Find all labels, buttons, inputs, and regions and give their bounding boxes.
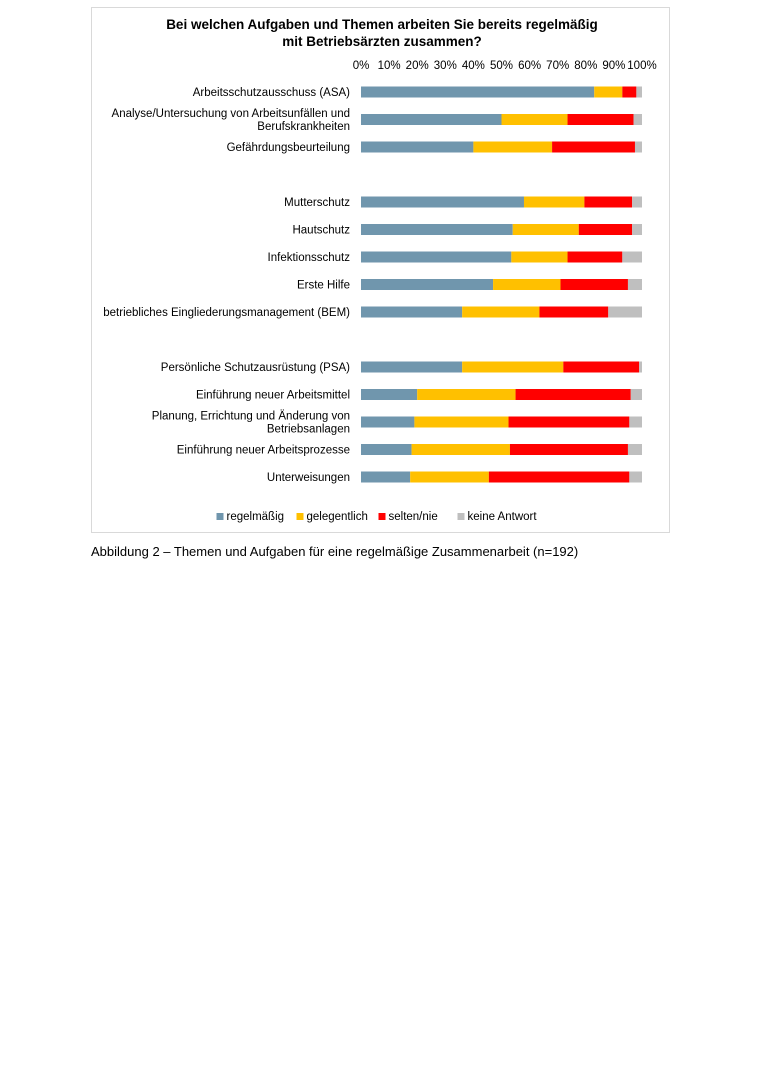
bar-segment-2	[511, 252, 567, 263]
legend-label: gelegentlich	[306, 511, 368, 523]
bar-segment-1	[361, 472, 410, 483]
x-tick-label: 100%	[627, 60, 657, 72]
bar-segment-1	[361, 362, 462, 373]
category-label: betriebliches Eingliederungsmanagement (BEM)	[103, 307, 350, 319]
x-tick-label: 80%	[574, 60, 598, 72]
category-label: Betriebsanlagen	[266, 423, 350, 436]
legend-swatch	[217, 513, 224, 520]
legend-swatch	[297, 513, 304, 520]
category-label: Erste Hilfe	[296, 279, 350, 292]
x-axis-ticks	[353, 60, 657, 72]
bar-segment-1	[361, 114, 502, 125]
bar-segment-1	[361, 197, 524, 208]
category-label: Analyse/Untersuchung von Arbeitsunfällen und	[111, 108, 350, 120]
bar-segment-4	[628, 279, 642, 290]
legend-label: selten/nie	[388, 511, 438, 523]
x-tick-label: 20%	[405, 60, 429, 72]
bar-segment-2	[513, 224, 579, 235]
x-tick-label: 90%	[602, 60, 626, 72]
bar-segment-3	[568, 252, 623, 263]
bar-segment-4	[634, 114, 642, 125]
bar-segment-2	[524, 197, 584, 208]
bar-segment-4	[629, 417, 642, 428]
bar-segment-4	[632, 224, 642, 235]
bar-segment-1	[361, 389, 417, 400]
bar-segment-1	[361, 224, 513, 235]
bar-segment-3	[552, 142, 635, 153]
bar-segment-4	[628, 444, 642, 455]
bar-segment-4	[639, 362, 642, 373]
legend-label: keine Antwort	[467, 511, 537, 523]
figure-caption: Abbildung 2 – Themen und Aufgaben für eine regelmäßige Zusammenarbeit (n=192)	[91, 544, 579, 559]
bar-segment-2	[594, 87, 622, 98]
category-label: Einführung neuer Arbeitsmittel	[195, 389, 350, 402]
bar-segment-4	[608, 307, 642, 318]
category-label: Hautschutz	[292, 224, 350, 237]
x-tick-label: 30%	[433, 60, 457, 72]
bar-segment-3	[561, 279, 628, 290]
x-tick-label: 60%	[518, 60, 542, 72]
bar-segment-3	[516, 389, 631, 400]
bar-segment-3	[584, 197, 632, 208]
bar-segment-1	[361, 87, 594, 98]
x-tick-label: 50%	[489, 60, 514, 72]
bar-segment-2	[462, 362, 563, 373]
category-label: Berufskrankheiten	[257, 121, 350, 133]
bar-segment-2	[473, 142, 552, 153]
legend	[217, 511, 538, 523]
chart-title-line-1: Bei welchen Aufgaben und Themen arbeiten Sie bereits regelmäßig	[166, 17, 598, 32]
bar-segment-3	[579, 224, 632, 235]
bar-segment-2	[417, 389, 515, 400]
bar-segment-1	[361, 444, 412, 455]
stacked-bar-chart	[92, 8, 671, 534]
category-label: Einführung neuer Arbeitsprozesse	[176, 444, 350, 457]
category-label: Persönliche Schutzausrüstung (PSA)	[160, 362, 350, 374]
x-tick-label: 40%	[461, 60, 485, 72]
bar-segment-2	[412, 444, 510, 455]
bar-segment-4	[632, 197, 642, 208]
chart-frame	[91, 7, 670, 533]
bar-segment-2	[414, 417, 508, 428]
category-label: Infektionsschutz	[267, 252, 350, 264]
category-label: Planung, Errichtung und Änderung von	[151, 410, 350, 423]
bar-segment-1	[361, 142, 473, 153]
bar-segment-1	[361, 417, 414, 428]
bars	[361, 87, 642, 483]
bar-segment-1	[361, 252, 511, 263]
bar-segment-4	[631, 389, 642, 400]
bar-segment-1	[361, 307, 462, 318]
category-labels	[103, 87, 350, 484]
bar-segment-1	[361, 279, 493, 290]
bar-segment-3	[489, 472, 629, 483]
bar-segment-3	[510, 444, 628, 455]
bar-segment-4	[635, 142, 642, 153]
chart-title-line-2: mit Betriebsärzten zusammen?	[282, 34, 482, 49]
bar-segment-4	[622, 252, 642, 263]
legend-swatch	[379, 513, 386, 520]
bar-segment-3	[539, 307, 608, 318]
bar-segment-3	[509, 417, 630, 428]
legend-label: regelmäßig	[226, 511, 285, 523]
category-label: Arbeitsschutzausschuss (ASA)	[192, 87, 350, 99]
bar-segment-2	[462, 307, 539, 318]
category-label: Unterweisungen	[266, 472, 350, 484]
bar-segment-4	[636, 87, 642, 98]
bar-segment-4	[629, 472, 642, 483]
bar-segment-3	[563, 362, 639, 373]
x-tick-label: 10%	[377, 60, 401, 72]
bar-segment-3	[568, 114, 634, 125]
x-tick-label: 0%	[352, 60, 370, 72]
legend-swatch	[458, 513, 465, 520]
category-label: Gefährdungsbeurteilung	[226, 142, 350, 154]
bar-segment-2	[502, 114, 568, 125]
bar-segment-3	[622, 87, 636, 98]
x-tick-label: 70%	[546, 60, 570, 72]
bar-segment-2	[493, 279, 560, 290]
category-label: Mutterschutz	[284, 197, 350, 209]
bar-segment-2	[410, 472, 489, 483]
